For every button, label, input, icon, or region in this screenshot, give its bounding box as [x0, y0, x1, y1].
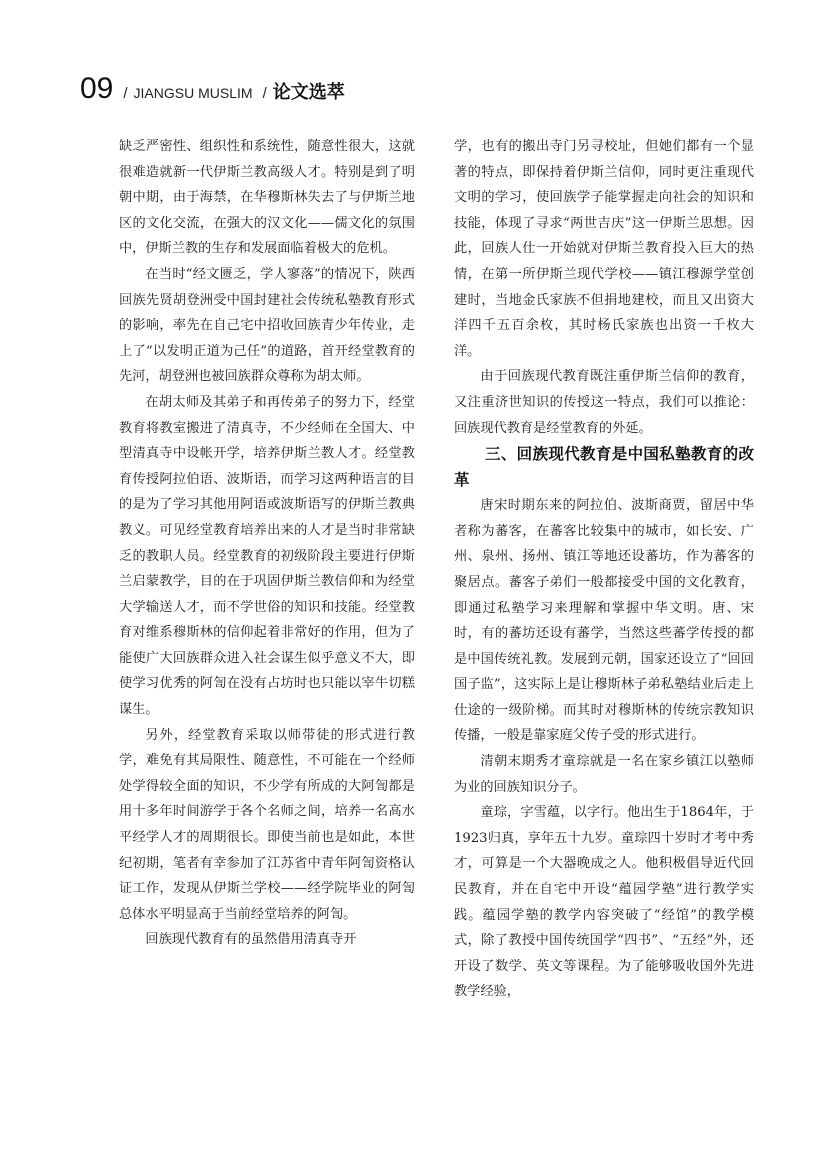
page-number: 09 [80, 72, 114, 105]
paragraph: 童琮，字雪蕴，以字行。他出生于1864年，于1923归真，享年五十九岁。童琮四十岁时才考中秀才，可算是一个大器晚成之人。他积极倡导近代回民教育，并在自宅中开设“蕴园学塾”进行教学实践。蕴园学塾的教学内容突破了“经馆”的教学模式，除了教授中国传统国学“四书”、“五经”外，还开设了数学、英文等课程。为了能够吸收国外先进教学经验， [454, 805, 754, 1000]
header-separator-2: / [262, 85, 267, 102]
paragraph: 唐宋时期东来的阿拉伯、波斯商贾，留居中华者称为蕃客，在蕃客比较集中的城市，如长安、广州、泉州、扬州、镇江等地还设蕃坊，作为蕃客的聚居点。蕃客子弟们一般都接受中国的文化教育，即通过私塾学习来理解和掌握中华文明。唐、宋时，有的蕃坊还设有蕃学，当然这些蕃学传授的都是中国传统礼教。发展到元朝，国家还设立了“回回国子监”，这实际上是让穆斯林子弟私塾结业后走上仕途的一级阶梯。而其时对穆斯林的传统宗教知识传播，一般是靠家庭父传子受的形式进行。 [454, 498, 754, 744]
section-name: 论文选萃 [272, 82, 345, 103]
paragraph: 学，也有的搬出寺门另寻校址，但她们都有一个显著的特点，即保持着伊斯兰信仰，同时更注重现代文明的学习，使回族学子能掌握走向社会的知识和技能，体现了寻求“两世吉庆”这一伊斯兰思想。因此，回族人仕一开始就对伊斯兰教育投入巨大的热情，在第一所伊斯兰现代学校——镇江穆源学堂创建时，当地金氏家族不但捐地建校，而且又出资大洋四千五百余枚，其时杨氏家族也出资一千枚大洋。 [454, 139, 754, 359]
right-column [454, 134, 754, 1005]
page-header [80, 72, 345, 112]
journal-name: JIANGSU MUSLIM [133, 85, 253, 101]
paragraph: 回族现代教育有的虽然借用清真寺开 [145, 932, 357, 948]
header-separator: / [123, 85, 128, 102]
left-column [119, 134, 415, 953]
paragraph: 缺乏严密性、组织性和系统性，随意性很大，这就很难造就新一代伊斯兰教高级人才。特别是到了明朝中期，由于海禁，在华穆斯林失去了与伊斯兰地区的文化交流，在强大的汉文化——儒文化的氛围中，伊斯兰教的生存和发展面临着极大的危机。 [119, 139, 415, 257]
paragraph: 由于回族现代教育既注重伊斯兰信仰的教育，又注重济世知识的传授这一特点，我们可以推论：回族现代教育是经堂教育的外延。 [454, 369, 754, 436]
paragraph: 在胡太师及其弟子和再传弟子的努力下，经堂教育将教室搬进了清真寺，不少经师在全国大、中型清真寺中设帐开学，培养伊斯兰教人才。经堂教育传授阿拉伯语、波斯语，而学习这两种语言的目的是为了学习其他用阿语或波斯语写的伊斯兰教典教义。可见经堂教育培养出来的人才是当时非常缺乏的教职人员。经堂教育的初级阶段主要进行伊斯兰启蒙教学，目的在于巩固伊斯兰教信仰和为经堂大学输送人才，而不学世俗的知识和技能。经堂教育对维系穆斯林的信仰起着非常好的作用，但为了能使广大回族群众进入社会谋生似乎意义不大，即使学习优秀的阿訇在没有占坊时也只能以宰牛切糕谋生。 [119, 394, 415, 718]
section-heading: 三、回族现代教育是中国私塾教育的改革 [454, 445, 754, 490]
paragraph: 另外，经堂教育采取以师带徒的形式进行教学，难免有其局限性、随意性，不可能在一个经师处学得较全面的知识，不少学有所成的大阿訇都是用十多年时间游学于各个名师之间，培养一名高水平经学人才的周期很长。即使当前也是如此，本世纪初期，笔者有幸参加了江苏省中青年阿訇资格认证工作，发现从伊斯兰学校——经学院毕业的阿訇总体水平明显高于当前经堂培养的阿訇。 [119, 727, 415, 922]
paragraph: 清朝末期秀才童琮就是一名在家乡镇江以塾师为业的回族知识分子。 [454, 754, 754, 795]
paragraph: 在当时“经文匮乏，学人寥落”的情况下，陕西回族先贤胡登洲受中国封建社会传统私塾教育形式的影响，率先在自己宅中招收回族青少年传业，走上了“以发明正道为己任”的道路，首开经堂教育的先河，胡登洲也被回族群众尊称为胡太师。 [119, 266, 415, 385]
